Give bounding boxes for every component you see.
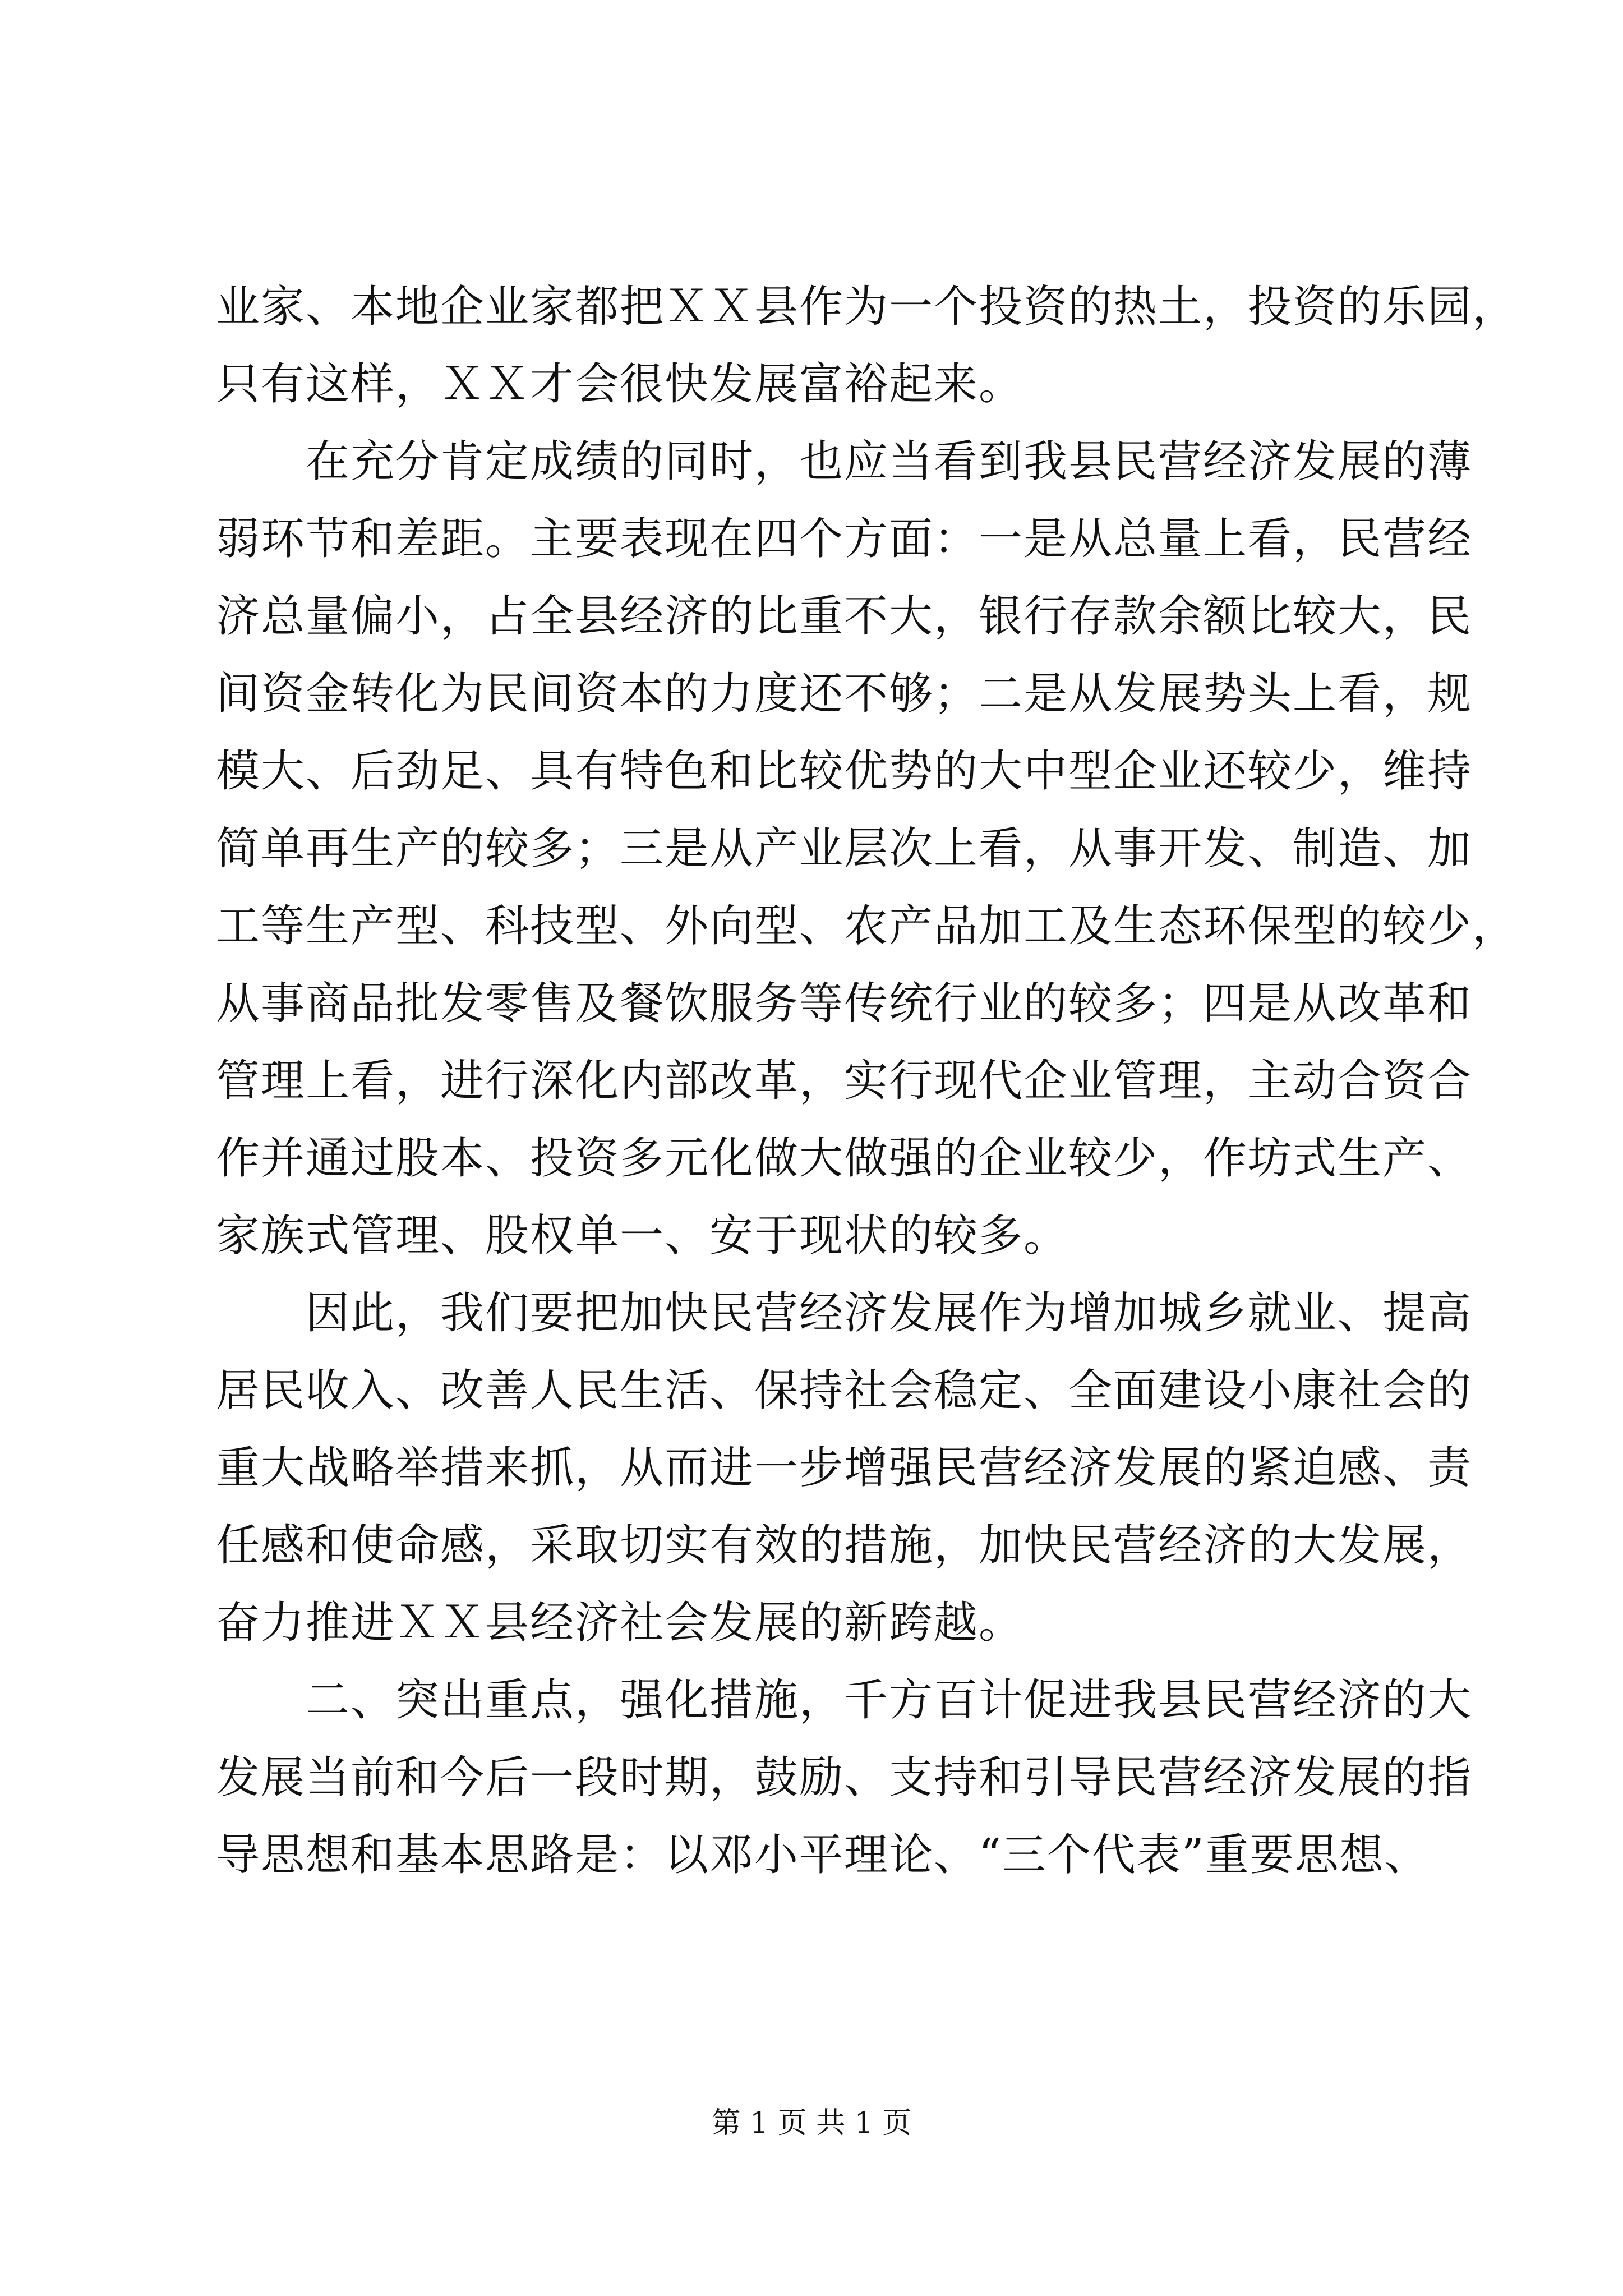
text-line: 二、突出重点，强化措施，千方百计促进我县民营经济的大 [216,1675,1473,1726]
text-line: 任感和使命感，采取切实有效的措施，加快民营经济的大发展， [216,1520,1473,1571]
text-line: 只有这样，ＸＸ才会很快发展富裕起来。 [216,359,1024,409]
text-line: 重大战略举措来抓，从而进一步增强民营经济发展的紧迫感、责 [216,1443,1473,1493]
text-line: 业家、本地企业家都把ＸＸ县作为一个投资的热土，投资的乐园， [216,282,1518,332]
text-line: 模大、后劲足、具有特色和比较优势的大中型企业还较少，维持 [216,746,1473,797]
text-line: 导思想和基本思路是：以邓小平理论、“三个代表”重要思想、 [216,1830,1430,1880]
text-line: 在充分肯定成绩的同时，也应当看到我县民营经济发展的薄 [216,436,1473,487]
text-line: 作并通过股本、投资多元化做大做强的企业较少，作坊式生产、 [216,1133,1473,1184]
page-footer: 第 1 页 共 1 页 [711,2106,912,2140]
text-line: 间资金转化为民间资本的力度还不够；二是从发展势头上看，规 [216,669,1473,719]
text-line: 奋力推进ＸＸ县经济社会发展的新跨越。 [216,1598,1024,1648]
text-line: 因此，我们要把加快民营经济发展作为增加城乡就业、提高 [216,1288,1473,1338]
text-line: 简单再生产的较多；三是从产业层次上看，从事开发、制造、加 [216,823,1473,874]
text-line: 济总量偏小，占全县经济的比重不大，银行存款余额比较大，民 [216,591,1473,642]
text-line: 从事商品批发零售及餐饮服务等传统行业的较多；四是从改革和 [216,978,1473,1029]
text-line: 发展当前和今后一段时期，鼓励、支持和引导民营经济发展的指 [216,1752,1473,1803]
document-body [216,268,1518,1894]
text-line: 工等生产型、科技型、外向型、农产品加工及生态环保型的较少， [216,901,1518,951]
text-line: 居民收入、改善人民生活、保持社会稳定、全面建设小康社会的 [216,1365,1473,1416]
text-line: 弱环节和差距。主要表现在四个方面：一是从总量上看，民营经 [216,514,1473,564]
text-line: 管理上看，进行深化内部改革，实行现代企业管理，主动合资合 [216,1056,1473,1106]
text-line: 家族式管理、股权单一、安于现状的较多。 [216,1211,1069,1261]
